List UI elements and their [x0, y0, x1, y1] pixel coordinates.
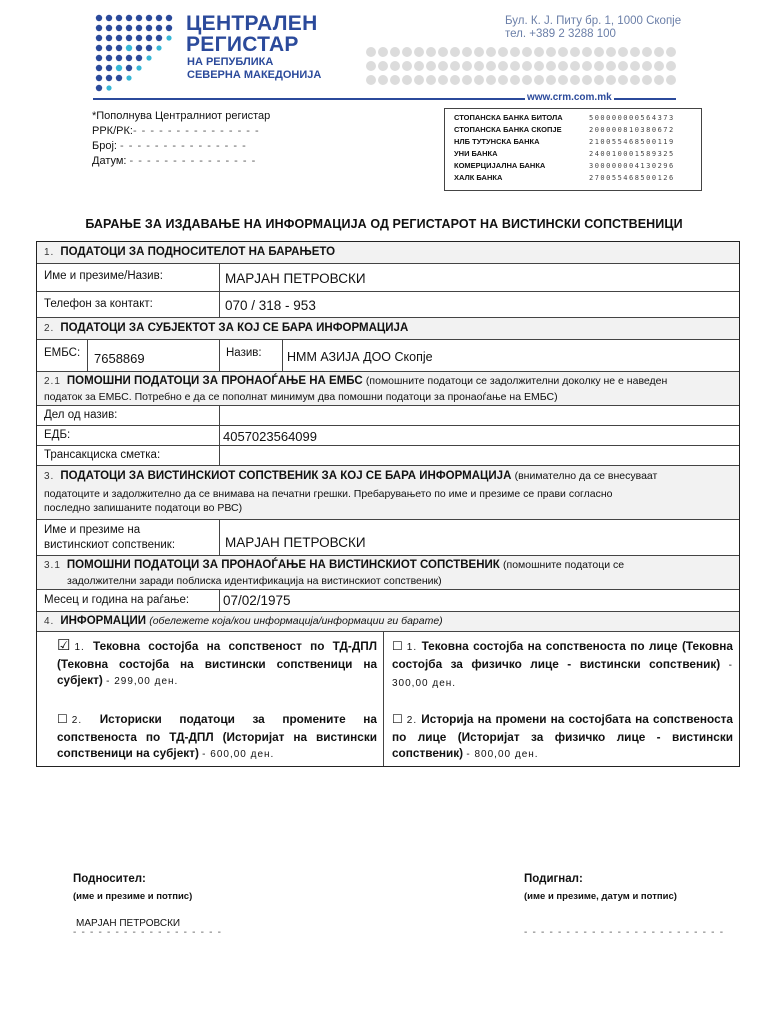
decorative-dot [570, 47, 580, 57]
bank-row: СТОПАНСКА БАНКА СКОПЈЕ 200000810380672 [454, 125, 675, 134]
naziv-label: Назив: [226, 347, 262, 359]
birth-date-field[interactable]: 07/02/1975 [223, 593, 291, 608]
decorative-dot [366, 75, 376, 85]
section-1-header: 1. ПОДАТОЦИ ЗА ПОДНОСИТЕЛОТ НА БАРАЊЕТО [37, 242, 739, 264]
embs-label: ЕМБС: [44, 347, 81, 359]
section-2-1-note: податок за ЕМБС. Потребно е да се пополнат минимум два помошни податоци за пронаоѓање на ЕМБС) [44, 391, 558, 403]
subject-row [37, 340, 739, 372]
applicant-name-field[interactable]: МАРЈАН ПЕТРОВСКИ [225, 271, 366, 286]
applicant-signature-hint: (име и презиме и потпис) [73, 891, 193, 902]
decorative-dot [594, 75, 604, 85]
decorative-dot [450, 61, 460, 71]
decorative-dot [438, 75, 448, 85]
header-divider-right [614, 98, 676, 100]
section-3-header: 3. ПОДАТОЦИ ЗА ВИСТИНСКИОТ СОПСТВЕНИК ЗА КОЈ СЕ БАРА ИНФОРМАЦИЈА (внимателно да се внесуваат податоците и задолжително да се внимава на печатни грешки. Пребарувањето по име и презиме се прави согласно последно запишаните податоци во РВС) [37, 466, 739, 520]
decorative-dot [390, 75, 400, 85]
registry-note: *Пополнува Централниот регистар [92, 110, 271, 122]
edb-label: ЕДБ: [44, 429, 71, 441]
decorative-dot [606, 47, 616, 57]
logo-title: ЦЕНТРАЛЕН РЕГИСТАР [186, 12, 318, 56]
decorative-dot [558, 61, 568, 71]
birth-date-label: Месец и година на раѓање: [44, 594, 190, 606]
birth-date-row [37, 590, 739, 612]
decorative-dot [450, 75, 460, 85]
decorative-dot [618, 75, 628, 85]
registry-fill-block [92, 109, 270, 169]
bank-row: КОМЕРЦИЈАЛНА БАНКА 300000004130296 [454, 161, 675, 170]
decorative-dot [630, 75, 640, 85]
section-2-1-header: 2.1 ПОМОШНИ ПОДАТОЦИ ЗА ПРОНАОЃАЊЕ НА ЕМБС (помошните податоци се задолжителни доколку не е наведен податок за ЕМБС. Потребно е да се пополнат минимум два помошни податоци за пронаоѓање на ЕМБС) [37, 372, 739, 406]
decorative-dot [378, 47, 388, 57]
bank-row: УНИ БАНКА 240010001589325 [454, 149, 675, 158]
date-line[interactable]: - - - - - - - - - - - - - - - [129, 155, 257, 167]
bank-row: ХАЛК БАНКА 270055468500126 [454, 173, 675, 182]
decorative-dot [414, 47, 424, 57]
applicant-phone-field[interactable]: 070 / 318 - 953 [225, 298, 316, 313]
applicant-signature-name[interactable]: МАРЈАН ПЕТРОВСКИ [76, 918, 181, 929]
decorative-dot [546, 47, 556, 57]
decorative-dot [366, 47, 376, 57]
decorative-dot [402, 61, 412, 71]
checkbox-icon[interactable]: ☐ [57, 712, 68, 726]
receiver-signature-line[interactable]: - - - - - - - - - - - - - - - - - - - - - - - - [524, 927, 725, 938]
section-3-1-note: задолжителни заради поблиска идентификација на вистинскиот сопственик) [67, 575, 442, 587]
owner-name-field[interactable]: МАРЈАН ПЕТРОВСКИ [225, 535, 366, 550]
applicant-name-label: Име и презиме/Назив: [44, 270, 163, 282]
decorative-dot [558, 47, 568, 57]
website-link[interactable]: www.crm.com.mk [527, 92, 612, 103]
decorative-dot [618, 61, 628, 71]
decorative-dot [642, 61, 652, 71]
decorative-dot [582, 75, 592, 85]
decorative-dot [642, 47, 652, 57]
decorative-dot [630, 61, 640, 71]
decorative-dot [606, 61, 616, 71]
naziv-field[interactable]: НММ АЗИЈА ДОО Скопје [287, 350, 433, 364]
rrk-line[interactable]: - - - - - - - - - - - - - - - [132, 125, 260, 137]
decorative-dot [510, 75, 520, 85]
decorative-dot [642, 75, 652, 85]
applicant-name-row [37, 264, 739, 292]
decorative-dot [474, 47, 484, 57]
bank-accounts-box [444, 108, 702, 191]
decorative-dot [426, 75, 436, 85]
decorative-dot [390, 61, 400, 71]
request-form [36, 241, 740, 767]
document-title: БАРАЊЕ ЗА ИЗДАВАЊЕ НА ИНФОРМАЦИЈА ОД РЕГИСТАРОТ НА ВИСТИНСКИ СОПСТВЕНИЦИ [85, 217, 683, 231]
decorative-dot [666, 61, 676, 71]
applicant-signature-label: Подносител: [73, 873, 146, 885]
applicant-phone-row [37, 292, 739, 318]
date-label: Датум: [92, 155, 127, 167]
applicant-phone-label: Телефон за контакт: [44, 298, 153, 310]
decorative-dot [498, 75, 508, 85]
option-history-person[interactable]: ☐ 2. Историја на промени на состојбата на сопственоста по лице (Историјат за физичко лице - вистински сопственик) - 800,00 ден. [392, 712, 733, 760]
owner-name-row [37, 520, 739, 556]
decorative-dot [534, 75, 544, 85]
decorative-dot [498, 61, 508, 71]
decorative-dot [522, 47, 532, 57]
crm-logo-dots [93, 12, 175, 94]
decorative-dot [462, 75, 472, 85]
decorative-dot [474, 75, 484, 85]
decorative-dot [414, 75, 424, 85]
decorative-dot [654, 47, 664, 57]
logo-subtitle: НА РЕПУБЛИКА СЕВЕРНА МАКЕДОНИЈА [187, 56, 322, 81]
decorative-dot [522, 61, 532, 71]
transaction-account-label: Трансакциска сметка: [44, 449, 161, 461]
decorative-dot [378, 61, 388, 71]
decorative-dot [438, 61, 448, 71]
edb-field[interactable]: 4057023564099 [223, 429, 317, 444]
decorative-dots [365, 46, 677, 88]
decorative-dot [462, 61, 472, 71]
decorative-dot [378, 75, 388, 85]
owner-name-label: Име и презиме на вистинскиот сопственик: [44, 524, 176, 551]
decorative-dot [546, 61, 556, 71]
decorative-dot [618, 47, 628, 57]
decorative-dot [582, 61, 592, 71]
option-history-subject[interactable]: ☐ 2. Историски податоци за промените на сопственоста по ТД-ДПЛ (Историјат на вистински сопственици на субјект) - 600,00 ден. [57, 712, 377, 760]
transaction-account-row [37, 446, 739, 466]
decorative-dot [450, 47, 460, 57]
section-3-note: податоците и задолжително да се внимава на печатни грешки. Пребарувањето по име и презиме се прави согласно последно запишаните податоци во РВС) [44, 488, 613, 514]
decorative-dot [462, 47, 472, 57]
part-name-row [37, 406, 739, 426]
header-address: Бул. К. Ј. Питу бр. 1, 1000 Скопје тел. +389 2 3288 100 [505, 15, 682, 40]
decorative-dot [366, 61, 376, 71]
decorative-dot [606, 75, 616, 85]
decorative-dot [594, 61, 604, 71]
checkbox-icon[interactable]: ☐ [392, 712, 403, 726]
decorative-dot [426, 47, 436, 57]
decorative-dot [426, 61, 436, 71]
decorative-dot [558, 75, 568, 85]
decorative-dot [402, 75, 412, 85]
decorative-dot [546, 75, 556, 85]
decorative-dot [510, 47, 520, 57]
options-divider [383, 632, 384, 766]
number-label: Број: [92, 140, 117, 152]
decorative-dot [438, 47, 448, 57]
checkbox-icon[interactable]: ☐ [392, 639, 403, 653]
section-3-1-header: 3.1 ПОМОШНИ ПОДАТОЦИ ЗА ПРОНАОЃАЊЕ НА ВИСТИНСКИОТ СОПСТВЕНИК (помошните податоци се задолжителни заради поблиска идентификација на вистинскиот сопственик) [37, 556, 739, 590]
decorative-dot [570, 75, 580, 85]
part-name-label: Дел од назив: [44, 409, 118, 421]
decorative-dot [654, 61, 664, 71]
number-line[interactable]: - - - - - - - - - - - - - - - [120, 140, 247, 152]
decorative-dot [474, 61, 484, 71]
decorative-dot [630, 47, 640, 57]
checkbox-checked-icon[interactable]: ☑ [57, 637, 71, 654]
decorative-dot [666, 47, 676, 57]
receiver-signature-hint: (име и презиме, датум и потпис) [524, 891, 677, 902]
bank-row: СТОПАНСКА БАНКА БИТОЛА 500000000564373 [454, 113, 675, 122]
section-4-header: 4. ИНФОРМАЦИИ (обележете која/кои информација/информации ги барате) [37, 612, 739, 632]
header-divider [93, 98, 525, 100]
option-current-ownership-person[interactable]: ☐ 1. Тековна состојба на сопственоста по лице (Тековна состојба за физичко лице - вистински сопственик) - 300,00 ден. [392, 639, 734, 689]
decorative-dot [534, 47, 544, 57]
receiver-signature-label: Подигнал: [524, 873, 583, 885]
decorative-dot [498, 47, 508, 57]
edb-row [37, 426, 739, 446]
bank-row: НЛБ ТУТУНСКА БАНКА 210055468500119 [454, 137, 675, 146]
decorative-dot [570, 61, 580, 71]
decorative-dot [402, 47, 412, 57]
decorative-dot [486, 61, 496, 71]
applicant-signature-line: - - - - - - - - - - - - - - - - - - [73, 927, 223, 938]
decorative-dot [486, 75, 496, 85]
decorative-dot [510, 61, 520, 71]
section-2-header: 2. ПОДАТОЦИ ЗА СУБЈЕКТОТ ЗА КОЈ СЕ БАРА ИНФОРМАЦИЈА [37, 318, 739, 340]
option-current-ownership-subject[interactable]: ☑ 1. Тековна состојба на сопственост по ТД-ДПЛ (Тековна состојба на вистински сопственици на субјект) - 299,00 ден. [57, 637, 377, 687]
decorative-dot [582, 47, 592, 57]
decorative-dot [534, 61, 544, 71]
decorative-dot [654, 75, 664, 85]
decorative-dot [666, 75, 676, 85]
decorative-dot [390, 47, 400, 57]
decorative-dot [594, 47, 604, 57]
decorative-dot [486, 47, 496, 57]
rrk-label: РРК/РК: [92, 125, 133, 137]
decorative-dot [522, 75, 532, 85]
decorative-dot [414, 61, 424, 71]
embs-field[interactable]: 7658869 [94, 351, 145, 366]
